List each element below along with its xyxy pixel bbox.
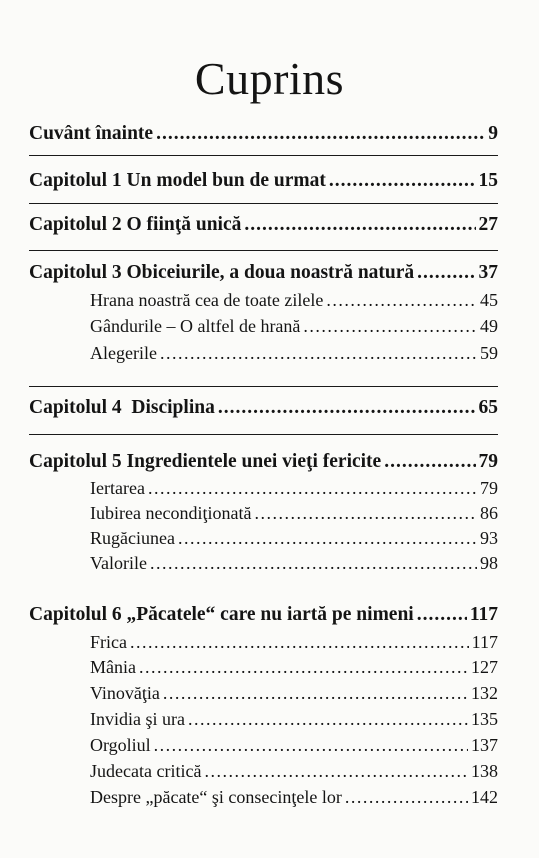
dot-leader [417, 262, 475, 284]
toc-subentry-page: 137 [471, 735, 498, 755]
toc-entry-chapter-1 [29, 170, 498, 192]
dot-leader [204, 761, 468, 782]
dot-leader [345, 787, 468, 808]
toc-subentry-label: Frica [90, 632, 127, 652]
toc-subentry-page: 86 [480, 503, 498, 523]
toc-subentry-label: Gândurile – O altfel de hrană [90, 316, 301, 336]
toc-entry-foreword [29, 123, 498, 145]
section-divider [29, 250, 498, 251]
toc-subentry [90, 709, 498, 730]
toc-entry-label: Capitolul 1 Un model bun de urmat [29, 170, 326, 191]
toc-subentry-label: Despre „păcate“ şi consecinţele lor [90, 787, 342, 807]
toc-entry-page: 65 [478, 397, 498, 418]
toc-subentry-label: Mânia [90, 657, 136, 677]
dot-leader [160, 343, 477, 364]
dot-leader [303, 316, 477, 337]
toc-subentry-page: 117 [471, 632, 498, 652]
toc-subentry-page: 59 [480, 343, 498, 363]
dot-leader [154, 735, 468, 756]
toc-subentry-page: 142 [471, 787, 498, 807]
dot-leader [148, 478, 477, 499]
dot-leader [163, 683, 468, 704]
toc-entry-page: 27 [478, 214, 498, 235]
toc-subentry-label: Iertarea [90, 478, 145, 498]
dot-leader [150, 553, 477, 574]
toc-subentry-label: Iubirea necondiţionată [90, 503, 252, 523]
toc-subentry-label: Vinovăţia [90, 683, 160, 703]
toc-subentry-label: Alegerile [90, 343, 157, 363]
toc-subentry-label: Orgoliul [90, 735, 151, 755]
section-divider [29, 155, 498, 156]
toc-subentry [90, 735, 498, 756]
toc-subentry [90, 787, 498, 808]
toc-subentry-label: Hrana noastră cea de toate zilele [90, 290, 324, 310]
toc-subentry-label: Valorile [90, 553, 147, 573]
toc-subentry-page: 135 [471, 709, 498, 729]
toc-subentry-label: Rugăciunea [90, 528, 175, 548]
toc-entry-chapter-5 [29, 451, 498, 473]
page-title: Cuprins [194, 53, 345, 104]
toc-subentry [90, 683, 498, 704]
toc-subentry-page: 127 [471, 657, 498, 677]
toc-subentry-label: Invidia şi ura [90, 709, 185, 729]
toc-entry-label: Cuvânt înainte [29, 123, 154, 144]
section-divider [29, 386, 498, 387]
toc-subentry [90, 528, 498, 549]
toc-subentry [90, 478, 498, 499]
toc-subentry-page: 45 [480, 290, 498, 310]
toc-subentry-page: 138 [471, 761, 498, 781]
dot-leader [244, 214, 475, 236]
toc-entry-chapter-2 [29, 214, 498, 236]
section-divider [29, 203, 498, 204]
toc-subentry-page: 93 [480, 528, 498, 548]
toc-subentry-page: 132 [471, 683, 498, 703]
toc-subentry-label: Judecata critică [90, 761, 202, 781]
toc-entry-label: Capitolul 2 O fiinţă unică [29, 214, 242, 235]
toc-entry-page: 15 [478, 170, 498, 191]
toc-subentry [90, 316, 498, 337]
dot-leader [178, 528, 477, 549]
toc-entry-page: 9 [488, 123, 498, 144]
toc-subentry [90, 290, 498, 311]
toc-subentry [90, 632, 498, 653]
dot-leader [326, 290, 477, 311]
dot-leader [139, 657, 468, 678]
dot-leader [130, 632, 469, 653]
dot-leader [254, 503, 477, 524]
toc-subentry [90, 657, 498, 678]
toc-subentry-page: 98 [480, 553, 498, 573]
dot-leader [384, 451, 475, 473]
dot-leader [329, 170, 476, 192]
toc-entry-label: Capitolul 5 Ingredientele unei vieţi fericite [29, 451, 382, 472]
toc-entry-chapter-6 [29, 604, 498, 626]
toc-entry-label: Capitolul 4 Disciplina [29, 397, 215, 418]
dot-leader [417, 604, 467, 626]
dot-leader [156, 123, 485, 145]
toc-subentry-page: 49 [480, 316, 498, 336]
toc-subentry [90, 503, 498, 524]
toc-entry-chapter-4 [29, 397, 498, 419]
toc-subentry [90, 553, 498, 574]
toc-entry-page: 37 [478, 262, 498, 283]
toc-entry-chapter-3 [29, 262, 498, 284]
toc-entry-page: 117 [469, 604, 498, 625]
dot-leader [218, 397, 476, 419]
toc-entry-label: Capitolul 6 „Păcatele“ care nu iartă pe nimeni [29, 604, 414, 625]
toc-subentry [90, 343, 498, 364]
section-divider [29, 434, 498, 435]
toc-subentry-page: 79 [480, 478, 498, 498]
toc-entry-page: 79 [478, 451, 498, 472]
toc-entry-label: Capitolul 3 Obiceiurile, a doua noastră natură [29, 262, 415, 283]
dot-leader [188, 709, 468, 730]
toc-subentry [90, 761, 498, 782]
